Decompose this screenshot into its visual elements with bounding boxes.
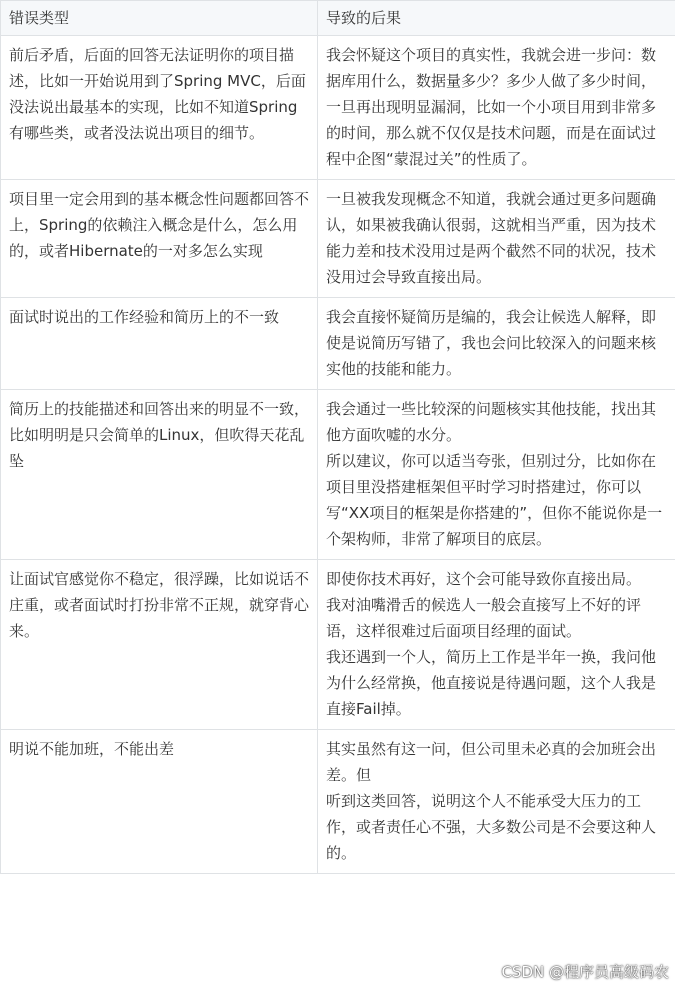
table-row	[1, 180, 675, 298]
table-row	[1, 730, 675, 874]
consequence-paragraph: 我会直接怀疑简历是编的，我会让候选人解释，即使是说简历写错了，我也会问比较深入的问题来核实他的技能和能力。	[326, 308, 657, 378]
error-cell: 明说不能加班，不能出差	[1, 730, 318, 874]
consequence-paragraph: 我会通过一些比较深的问题核实其他技能，找出其他方面吹嘘的水分。	[326, 400, 657, 444]
table-row	[1, 298, 675, 390]
consequence-paragraph: 我会怀疑这个项目的真实性，我就会进一步问：数据库用什么，数据量多少？多少人做了多少时间，一旦再出现明显漏洞，比如一个小项目用到非常多的时间，那么就不仅仅是技术问题，而是在面试过程中企图“蒙混过关”的性质了。	[326, 46, 657, 168]
consequence-paragraph: 我对油嘴滑舌的候选人一般会直接写上不好的评语，这样很难过后面项目经理的面试。	[326, 596, 642, 640]
consequence-cell	[318, 180, 675, 298]
table-row	[1, 560, 675, 730]
error-cell: 让面试官感觉你不稳定，很浮躁，比如说话不庄重，或者面试时打扮非常不正规，就穿背心来。	[1, 560, 318, 730]
table-row	[1, 36, 675, 180]
csdn-watermark: CSDN @程序员高级码农	[501, 963, 669, 981]
header-consequence: 导致的后果	[318, 1, 675, 36]
consequence-paragraph: 一旦被我发现概念不知道，我就会通过更多问题确认，如果被我确认很弱，这就相当严重，因为技术能力差和技术没用过是两个截然不同的状况，技术没用过会导致直接出局。	[326, 190, 657, 286]
consequence-cell	[318, 36, 675, 180]
error-cell: 项目里一定会用到的基本概念性问题都回答不上，Spring的依赖注入概念是什么，怎么用的，或者Hibernate的一对多怎么实现	[1, 180, 318, 298]
error-cell: 前后矛盾，后面的回答无法证明你的项目描述，比如一开始说用到了Spring MVC，后面没法说出最基本的实现，比如不知道Spring有哪些类，或者没法说出项目的细节。	[1, 36, 318, 180]
consequence-cell	[318, 730, 675, 874]
table-header-row	[1, 1, 675, 36]
consequence-paragraph: 所以建议，你可以适当夸张，但别过分，比如你在项目里没搭建框架但平时学习时搭建过，你可以写“XX项目的框架是你搭建的”，但你不能说你是一个架构师，非常了解项目的底层。	[326, 452, 663, 548]
error-cell: 简历上的技能描述和回答出来的明显不一致，比如明明是只会简单的Linux，但吹得天花乱坠	[1, 390, 318, 560]
consequence-paragraph: 其实虽然有这一问，但公司里未必真的会加班会出差。但	[326, 740, 657, 784]
consequence-paragraph: 我还遇到一个人，简历上工作是半年一换，我问他为什么经常换，他直接说是待遇问题，这个人我是直接Fail掉。	[326, 648, 657, 718]
header-error-type: 错误类型	[1, 1, 318, 36]
consequence-cell	[318, 560, 675, 730]
consequence-cell	[318, 298, 675, 390]
consequence-paragraph: 听到这类回答，说明这个人不能承受大压力的工作，或者责任心不强，大多数公司是不会要这种人的。	[326, 792, 657, 862]
error-cell: 面试时说出的工作经验和简历上的不一致	[1, 298, 318, 390]
consequence-paragraph: 即使你技术再好，这个会可能导致你直接出局。	[326, 570, 642, 588]
consequence-cell	[318, 390, 675, 560]
table-row	[1, 390, 675, 560]
